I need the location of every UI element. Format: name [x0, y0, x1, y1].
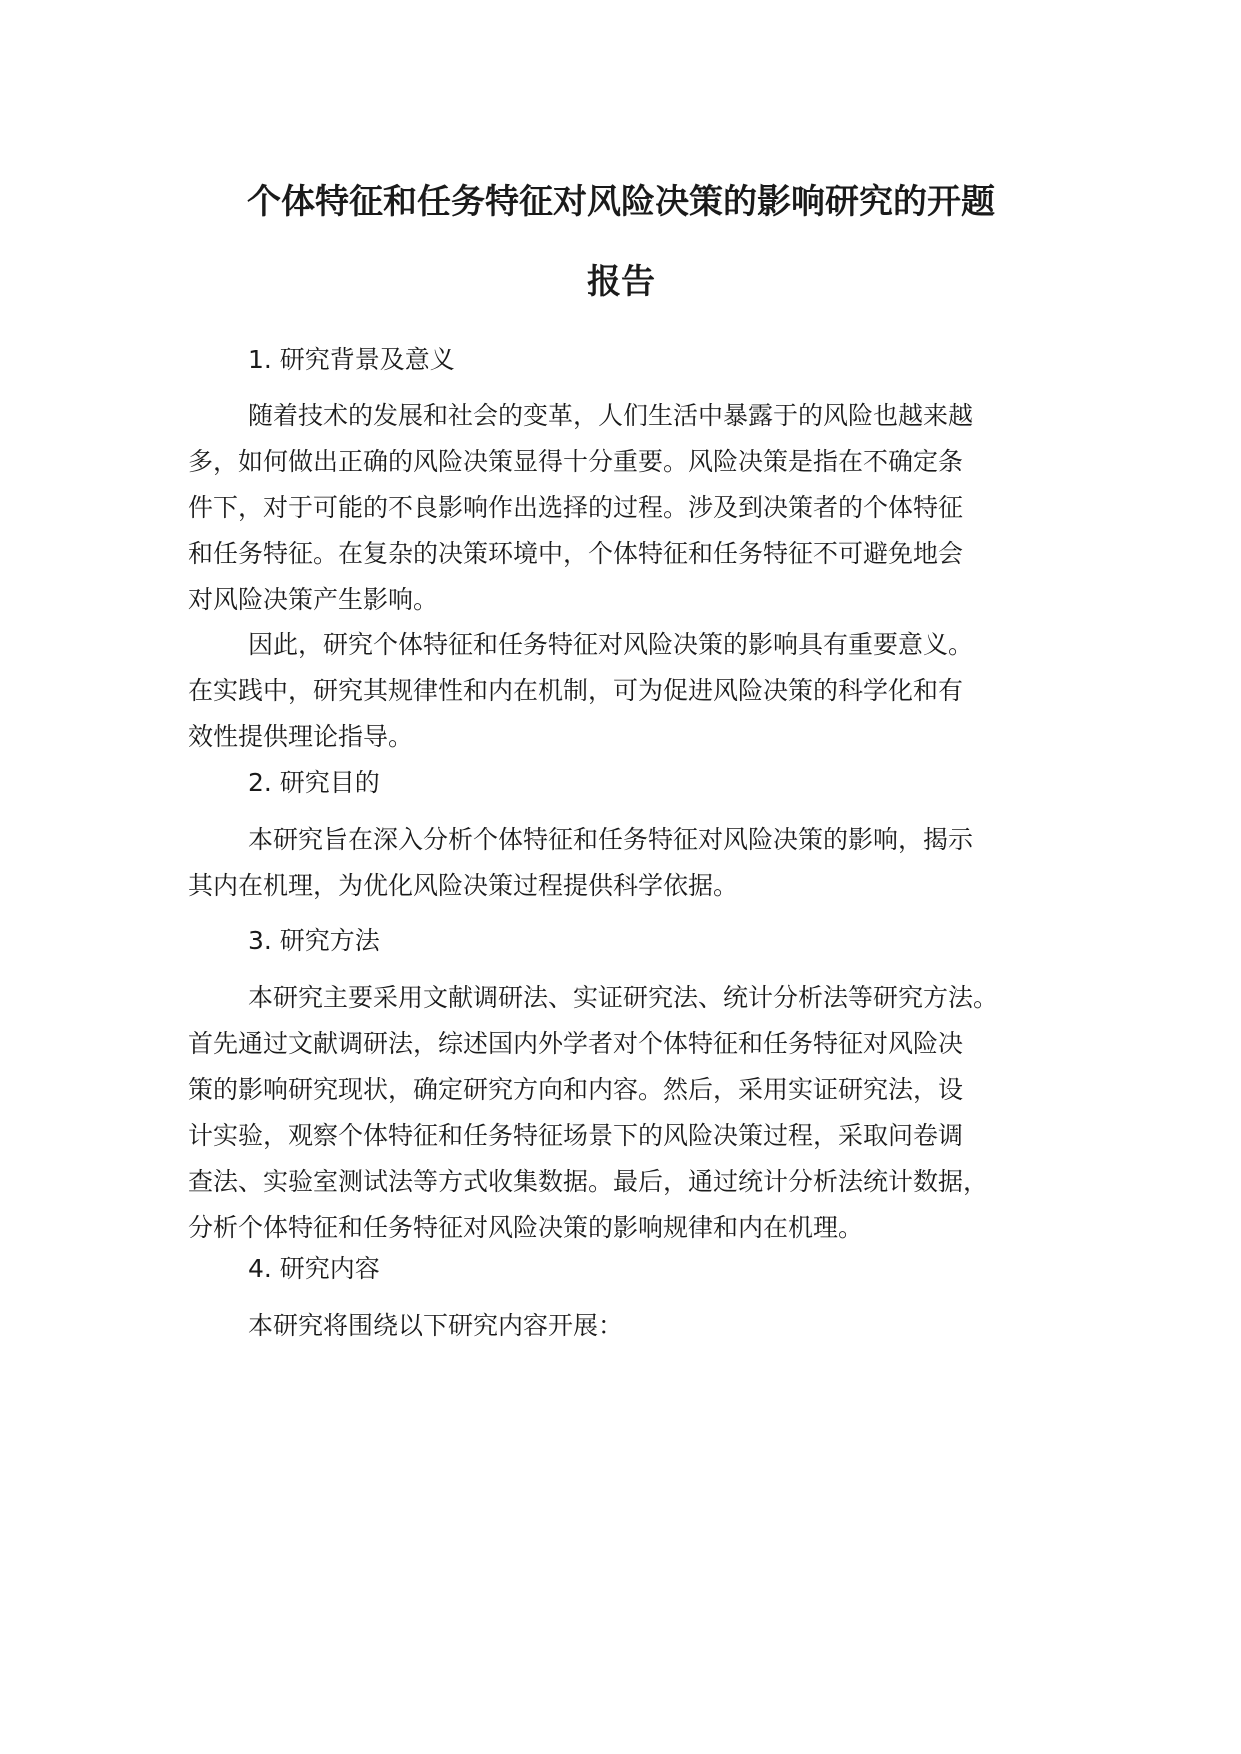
section-heading: 3. 研究方法: [248, 926, 380, 955]
paragraph-line: 查法、实验室测试法等方式收集数据。最后，通过统计分析法统计数据，: [188, 1167, 989, 1196]
section-heading-methods: [188, 918, 1068, 964]
paragraph-line: 计实验，观察个体特征和任务特征场景下的风险决策过程，采取问卷调: [188, 1121, 964, 1150]
paragraph-line: 多，如何做出正确的风险决策显得十分重要。风险决策是指在不确定条: [188, 447, 964, 476]
section-heading-purpose: [188, 760, 1068, 806]
section-heading-background: [188, 337, 1068, 383]
paragraph-line: 本研究将围绕以下研究内容开展：: [248, 1311, 624, 1340]
paragraph-line: 策的影响研究现状，确定研究方向和内容。然后，采用实证研究法，设: [188, 1075, 964, 1104]
paragraph-line: 本研究主要采用文献调研法、实证研究法、统计分析法等研究方法。: [248, 983, 999, 1012]
paragraph-line: 在实践中，研究其规律性和内在机制，可为促进风险决策的科学化和有: [188, 676, 964, 705]
paragraph-significance: [188, 622, 1068, 760]
section-heading: 2. 研究目的: [248, 768, 380, 797]
document-title-line-1: 个体特征和任务特征对风险决策的影响研究的开题: [247, 182, 995, 222]
section-heading: 4. 研究内容: [248, 1254, 380, 1283]
paragraph-line: 本研究旨在深入分析个体特征和任务特征对风险决策的影响，揭示: [248, 825, 974, 854]
paragraph-line: 其内在机理，为优化风险决策过程提供科学依据。: [188, 871, 739, 900]
paragraph-methods: [188, 975, 1068, 1251]
section-heading-content: [188, 1246, 1068, 1292]
paragraph-line: 分析个体特征和任务特征对风险决策的影响规律和内在机理。: [188, 1213, 864, 1242]
paragraph-line: 件下，对于可能的不良影响作出选择的过程。涉及到决策者的个体特征: [188, 493, 964, 522]
paragraph-line: 对风险决策产生影响。: [188, 585, 439, 614]
paragraph-line: 首先通过文献调研法，综述国内外学者对个体特征和任务特征对风险决: [188, 1029, 964, 1058]
paragraph-content: [188, 1303, 1068, 1349]
paragraph-line: 因此，研究个体特征和任务特征对风险决策的影响具有重要意义。: [248, 630, 974, 659]
paragraph-line: 和任务特征。在复杂的决策环境中，个体特征和任务特征不可避免地会: [188, 539, 964, 568]
section-heading: 1. 研究背景及意义: [248, 345, 455, 374]
paragraph-line: 效性提供理论指导。: [188, 722, 414, 751]
document-title-line-2: 报告: [587, 262, 655, 302]
paragraph-background: [188, 393, 1068, 623]
paragraph-line: 随着技术的发展和社会的变革，人们生活中暴露于的风险也越来越: [248, 401, 974, 430]
paragraph-purpose: [188, 817, 1068, 909]
